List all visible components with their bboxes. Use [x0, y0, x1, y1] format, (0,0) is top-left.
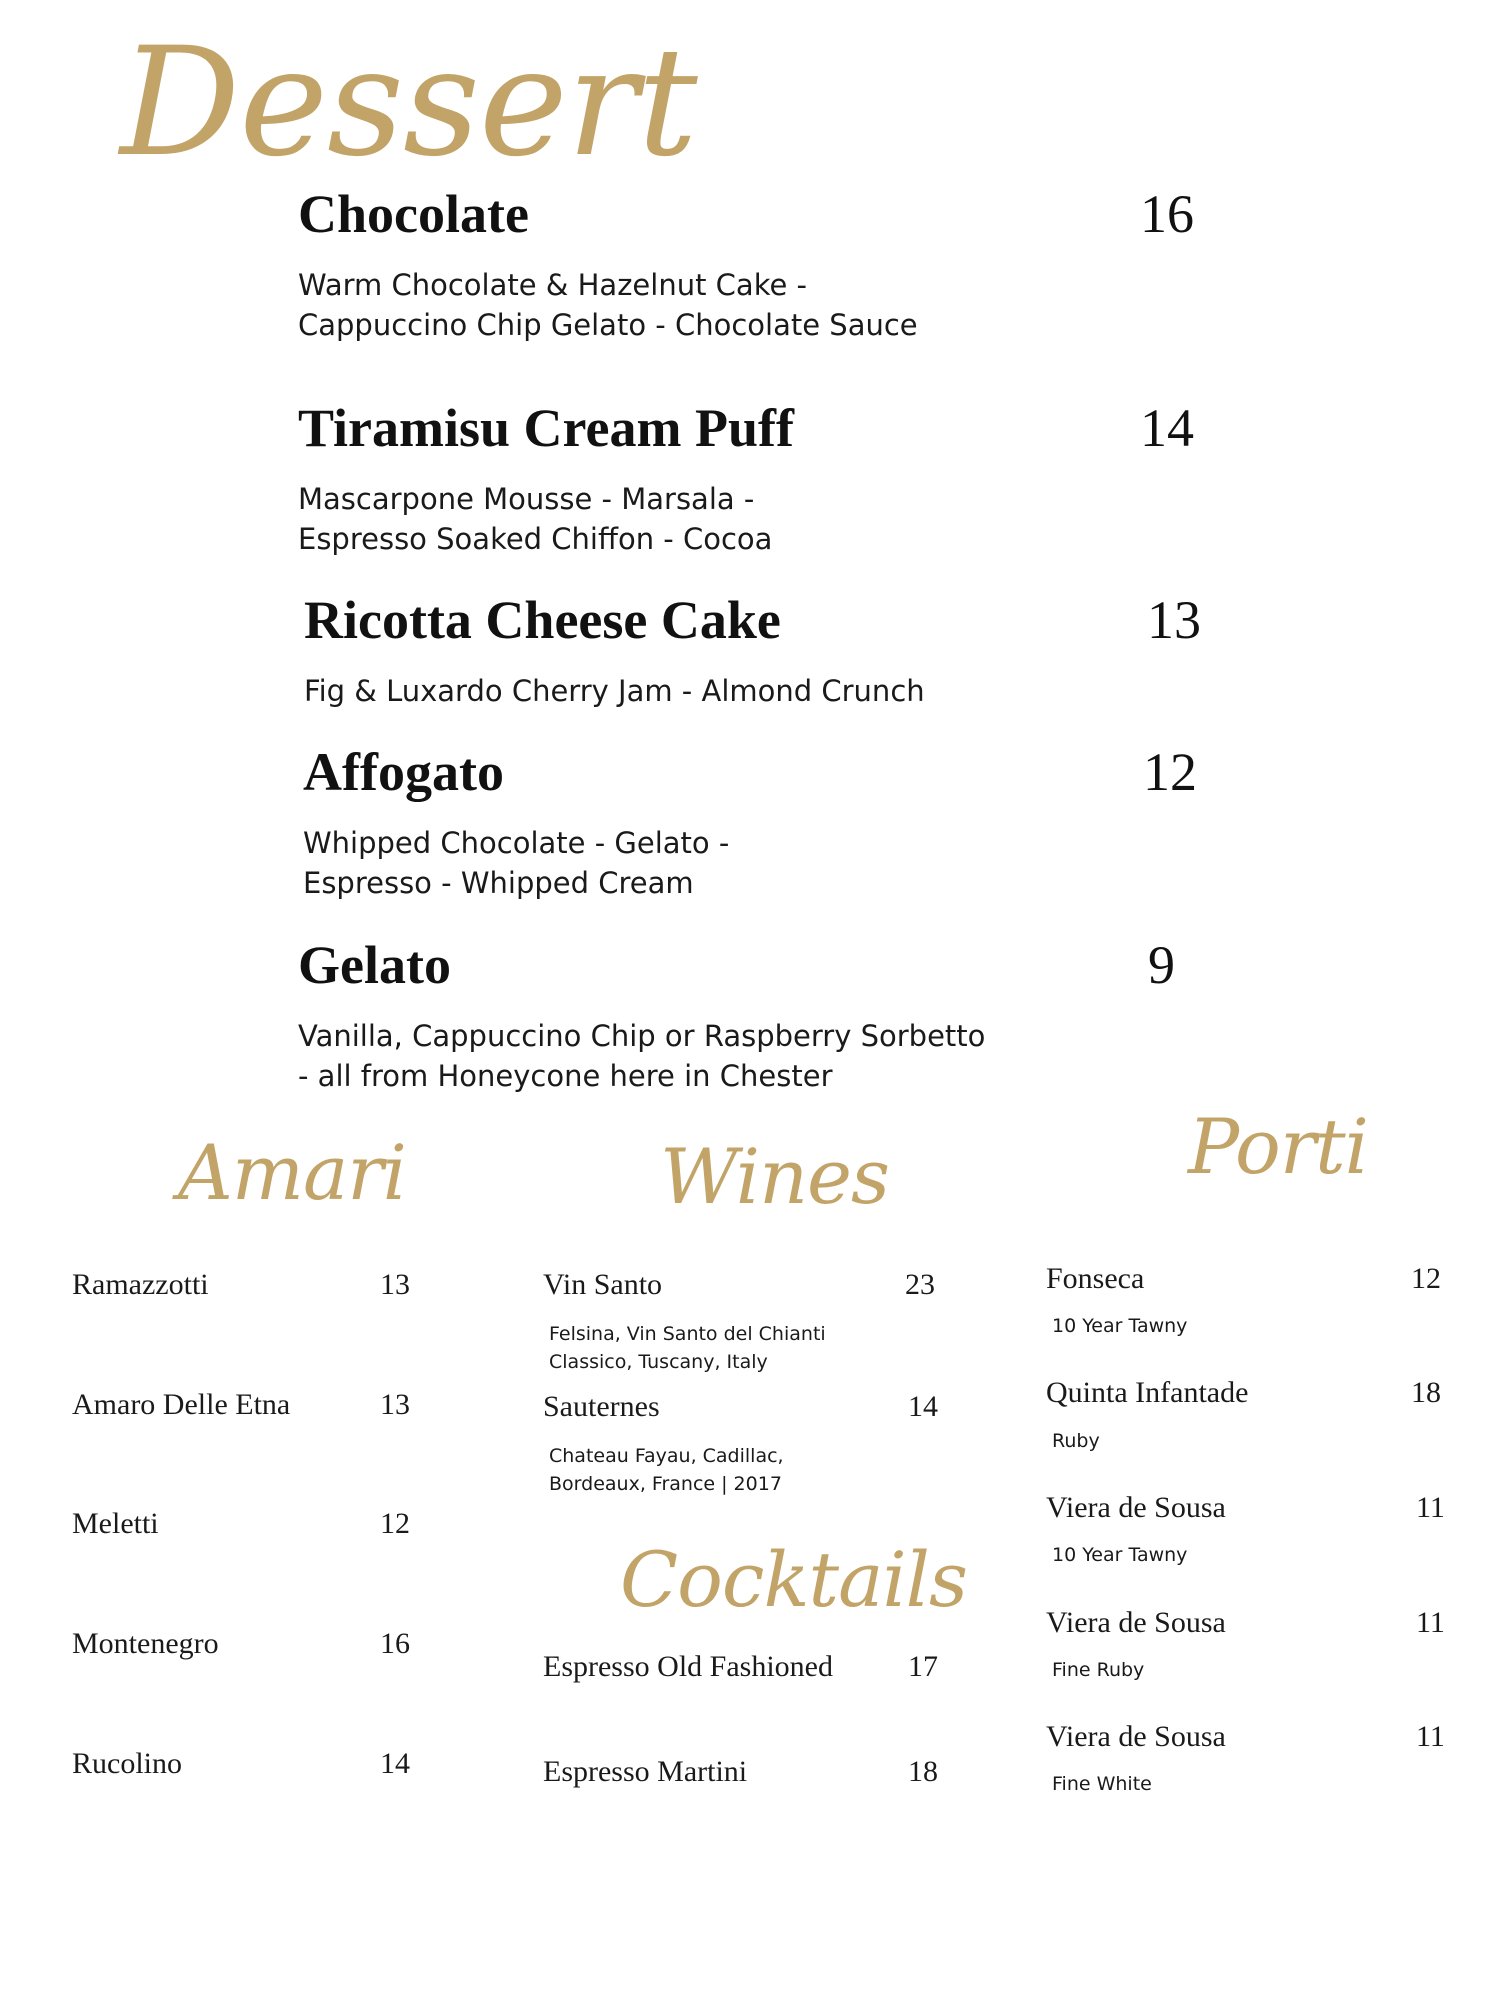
description-line: Warm Chocolate & Hazelnut Cake -: [298, 268, 807, 302]
porto-item-price: 11: [1416, 1491, 1445, 1524]
dessert-price: 16: [1140, 184, 1194, 244]
dessert-description: [303, 823, 729, 903]
porto-item-note: 10 Year Tawny: [1052, 1315, 1188, 1337]
wine-item-note: [549, 1442, 784, 1498]
cocktail-item-price: 18: [908, 1755, 938, 1788]
note-line: Felsina, Vin Santo del Chianti: [549, 1323, 826, 1345]
wine-item-price: 14: [908, 1390, 938, 1423]
dessert-name: Ricotta Cheese Cake: [304, 590, 781, 650]
cocktail-item-name: Espresso Old Fashioned: [543, 1650, 833, 1683]
description-line: Mascarpone Mousse - Marsala -: [298, 482, 755, 516]
amari-item-name: Ramazzotti: [72, 1268, 209, 1301]
dessert-price: 14: [1140, 398, 1194, 458]
porto-item-name: Viera de Sousa: [1046, 1606, 1226, 1639]
amari-heading: Amari: [178, 1128, 406, 1217]
description-line: Espresso - Whipped Cream: [303, 866, 694, 900]
dessert-description: [298, 265, 918, 345]
dessert-name: Tiramisu Cream Puff: [298, 398, 794, 458]
note-line: Classico, Tuscany, Italy: [549, 1351, 768, 1373]
description-line: Fig & Luxardo Cherry Jam - Almond Crunch: [304, 674, 925, 708]
amari-item-price: 12: [380, 1507, 410, 1540]
cocktail-item-price: 17: [908, 1650, 938, 1683]
note-line: Bordeaux, France | 2017: [549, 1473, 782, 1495]
porto-item-name: Quinta Infantade: [1046, 1376, 1249, 1409]
porto-item-name: Fonseca: [1046, 1262, 1145, 1295]
cocktails-heading: Cocktails: [620, 1535, 967, 1624]
dessert-price: 9: [1148, 935, 1175, 995]
porto-item-price: 11: [1416, 1606, 1445, 1639]
wines-heading: Wines: [660, 1132, 890, 1221]
dessert-name: Chocolate: [298, 184, 529, 244]
porto-item-note: 10 Year Tawny: [1052, 1544, 1188, 1566]
dessert-heading: Dessert: [120, 16, 697, 190]
wine-item-note: [549, 1320, 826, 1376]
dessert-price: 13: [1147, 590, 1201, 650]
note-line: Chateau Fayau, Cadillac,: [549, 1445, 784, 1467]
amari-item-name: Meletti: [72, 1507, 159, 1540]
wine-item-price: 23: [905, 1268, 935, 1301]
amari-item-price: 14: [380, 1747, 410, 1780]
porto-item-price: 11: [1416, 1720, 1445, 1753]
dessert-name: Affogato: [303, 742, 504, 802]
porto-item-price: 12: [1411, 1262, 1441, 1295]
amari-item-name: Montenegro: [72, 1627, 219, 1660]
dessert-name: Gelato: [298, 935, 451, 995]
amari-item-price: 13: [380, 1268, 410, 1301]
porto-item-note: Fine Ruby: [1052, 1659, 1145, 1681]
amari-item-price: 13: [380, 1388, 410, 1421]
wine-item-name: Vin Santo: [543, 1268, 663, 1301]
dessert-description: [304, 671, 925, 711]
porto-item-name: Viera de Sousa: [1046, 1491, 1226, 1524]
porto-item-note: Fine White: [1052, 1773, 1152, 1795]
porto-item-note: Ruby: [1052, 1430, 1100, 1452]
description-line: Whipped Chocolate - Gelato -: [303, 826, 730, 860]
porto-item-name: Viera de Sousa: [1046, 1720, 1226, 1753]
amari-item-name: Amaro Delle Etna: [72, 1388, 291, 1421]
porti-heading: Porti: [1188, 1102, 1368, 1191]
description-line: - all from Honeycone here in Chester: [298, 1059, 833, 1093]
amari-item-name: Rucolino: [72, 1747, 182, 1780]
description-line: Vanilla, Cappuccino Chip or Raspberry Sorbetto: [298, 1019, 986, 1053]
porto-item-price: 18: [1411, 1376, 1441, 1409]
dessert-description: [298, 1016, 985, 1096]
amari-item-price: 16: [380, 1627, 410, 1660]
description-line: Espresso Soaked Chiffon - Cocoa: [298, 522, 773, 556]
description-line: Cappuccino Chip Gelato - Chocolate Sauce: [298, 308, 918, 342]
cocktail-item-name: Espresso Martini: [543, 1755, 748, 1788]
dessert-price: 12: [1143, 742, 1197, 802]
wine-item-name: Sauternes: [543, 1390, 660, 1423]
dessert-description: [298, 479, 772, 559]
